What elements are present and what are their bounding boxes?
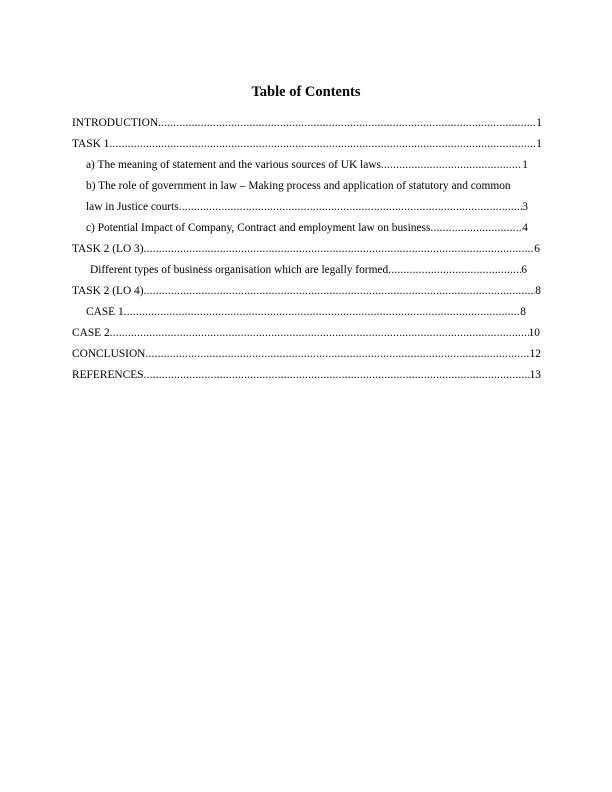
toc-entry-label-line2: law in Justice courts (86, 201, 179, 213)
dot-leader (109, 134, 536, 155)
toc-entry-label: INTRODUCTION (72, 117, 159, 129)
dot-leader (144, 281, 536, 302)
toc-entry-label: CASE 2 (72, 327, 110, 339)
dot-leader (144, 365, 530, 386)
toc-entry-introduction[interactable] (72, 113, 542, 134)
toc-entry-label: TASK 2 (LO 3) (72, 243, 144, 255)
dot-leader (179, 197, 523, 218)
toc-page-number: 6 (521, 264, 527, 276)
toc-entry-role-of-government[interactable] (72, 176, 542, 197)
toc-page-number: 3 (522, 201, 528, 213)
dot-leader (145, 344, 529, 365)
toc-entry-label-line1: b) The role of government in law – Making process and application of statutory and common (86, 180, 511, 192)
toc-page-number: 8 (535, 285, 541, 297)
toc-entry-task-2-lo4[interactable] (72, 281, 541, 302)
toc-entry-potential-impact[interactable] (72, 218, 528, 239)
toc-entry-task-2-lo3[interactable] (72, 239, 540, 260)
toc-page-number: 6 (534, 243, 540, 255)
dot-leader (144, 239, 535, 260)
toc-entry-task-1[interactable] (72, 134, 542, 155)
dot-leader (388, 260, 521, 281)
toc-entry-uk-laws[interactable] (72, 155, 528, 176)
toc-page-number: 1 (536, 138, 542, 150)
toc-page-number: 12 (529, 348, 541, 360)
dot-leader (110, 323, 529, 344)
toc-heading: Table of Contents (251, 84, 361, 100)
dot-leader (430, 218, 522, 239)
toc-page-number: 1 (522, 159, 528, 171)
dot-leader (124, 302, 521, 323)
dot-leader (158, 113, 536, 134)
dot-leader (381, 155, 522, 176)
toc-entry-label: TASK 1 (72, 138, 110, 150)
toc-entry-label: c) Potential Impact of Company, Contract and employment law on business (86, 222, 431, 234)
toc-entry-role-of-government-cont[interactable] (72, 197, 528, 218)
toc-page-number: 13 (529, 369, 541, 381)
toc-entry-case-1[interactable] (72, 302, 526, 323)
toc-page-number: 10 (528, 327, 540, 339)
toc-page-number: 4 (522, 222, 528, 234)
toc-list (72, 113, 542, 386)
toc-entry-label: a) The meaning of statement and the various sources of UK laws (86, 159, 381, 171)
toc-entry-references[interactable] (72, 365, 541, 386)
toc-entry-conclusion[interactable] (72, 344, 541, 365)
toc-page-number: 8 (520, 306, 526, 318)
toc-page-number: 1 (536, 117, 542, 129)
toc-entry-label: Different types of business organisation which are legally formed (90, 264, 389, 276)
toc-entry-label: CONCLUSION (72, 348, 146, 360)
toc-entry-label: CASE 1 (86, 306, 124, 318)
toc-entry-business-organisation[interactable] (72, 260, 527, 281)
toc-entry-label: REFERENCES (72, 369, 144, 381)
toc-entry-label: TASK 2 (LO 4) (72, 285, 144, 297)
toc-entry-case-2[interactable] (72, 323, 540, 344)
